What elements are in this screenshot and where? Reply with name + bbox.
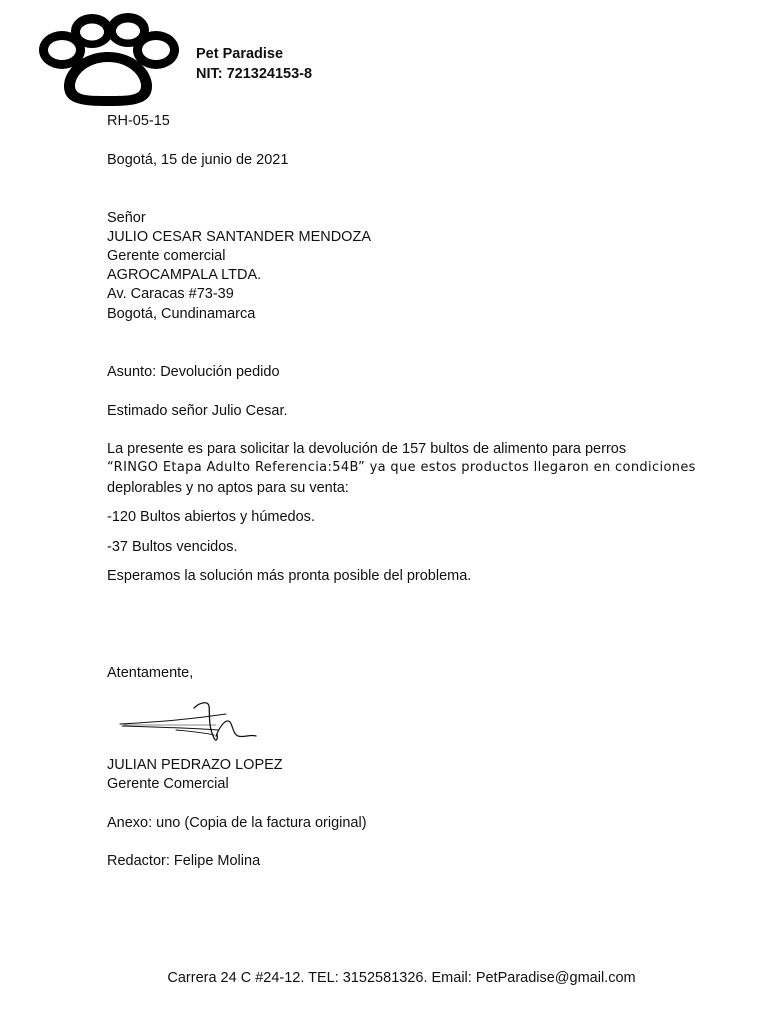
writer-line: Redactor: Felipe Molina <box>107 853 261 869</box>
company-name: Pet Paradise <box>196 46 284 62</box>
signer-name: JULIAN PEDRAZO LOPEZ <box>107 757 283 773</box>
annex-line: Anexo: uno (Copia de la factura original) <box>107 815 367 831</box>
company-nit: NIT: 721324153-8 <box>196 66 313 82</box>
recipient-city: Bogotá, Cundinamarca <box>107 306 256 322</box>
greeting: Estimado señor Julio Cesar. <box>107 403 288 419</box>
body-line-3: deplorables y no aptos para su venta: <box>107 480 349 496</box>
farewell: Atentamente, <box>107 665 194 681</box>
recipient-name: JULIO CESAR SANTANDER MENDOZA <box>107 229 371 245</box>
list-item-expired: -37 Bultos vencidos. <box>107 539 238 555</box>
closing-line: Esperamos la solución más pronta posible del problema. <box>107 568 472 584</box>
recipient-position: Gerente comercial <box>107 248 226 264</box>
body-line-1: La presente es para solicitar la devolución de 157 bultos de alimento para perros <box>107 441 627 457</box>
body-line-2: “RINGO Etapa Adulto Referencia:54B” ya que estos productos llegaron en condiciones <box>107 460 696 475</box>
signature <box>116 700 266 748</box>
recipient-title: Señor <box>107 210 146 226</box>
subject-line: Asunto: Devolución pedido <box>107 364 280 380</box>
footer-contact: Carrera 24 C #24-12. TEL: 3152581326. Email: PetParadise@gmail.com <box>167 970 636 986</box>
date-line: Bogotá, 15 de junio de 2021 <box>107 152 289 168</box>
paw-print-icon <box>36 12 181 107</box>
signer-position: Gerente Comercial <box>107 776 229 792</box>
list-item-opened: -120 Bultos abiertos y húmedos. <box>107 509 315 525</box>
reference-code: RH-05-15 <box>107 113 170 129</box>
recipient-company: AGROCAMPALA LTDA. <box>107 267 262 283</box>
recipient-address: Av. Caracas #73-39 <box>107 286 234 302</box>
